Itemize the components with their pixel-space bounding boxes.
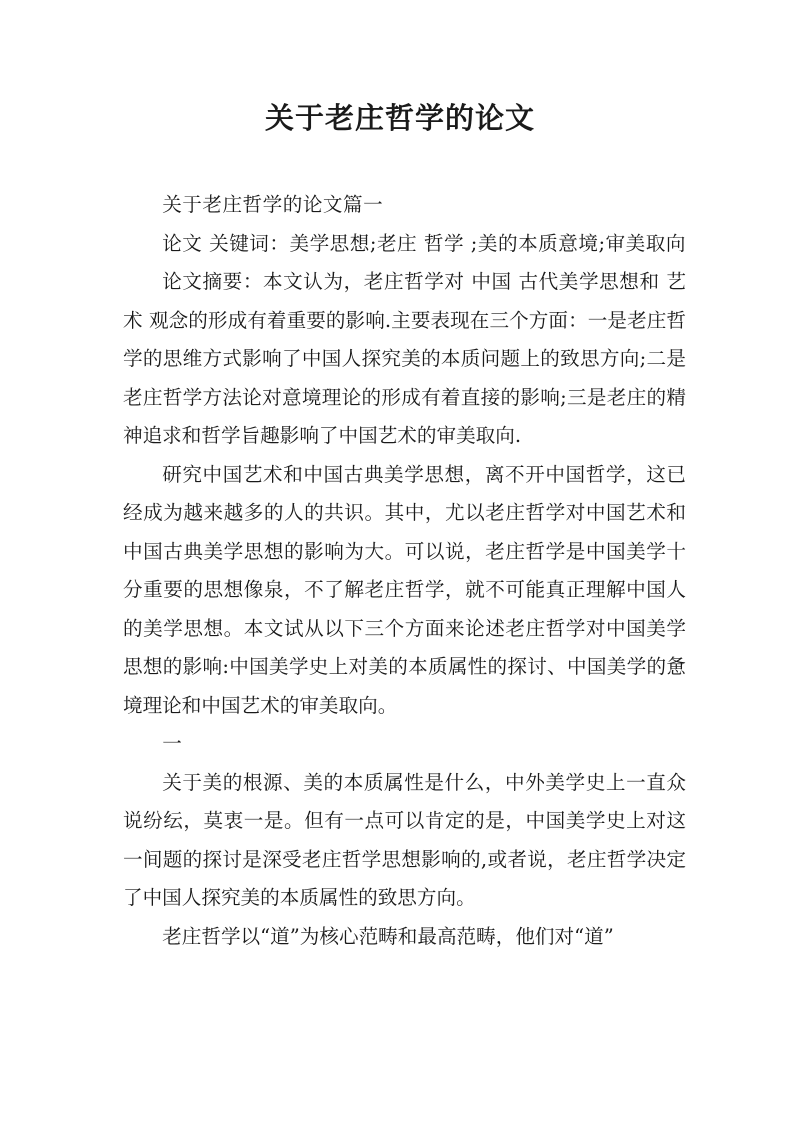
document-title: 关于老庄哲学的论文 [264, 101, 535, 135]
section-numeral: 一 [162, 732, 183, 755]
abstract-paragraph: 论文摘要：本文认为，老庄哲学对 中国 古代美学思想和 艺术 观念的形成有着重要的影响.主要表现在三个方面：一是老庄哲学的思维方式影响了中国人探究美的本质问题上的致思方向;二是老庄哲学方法论对意境理论的形成有着直接的影响;三是老庄的精神追求和哲学旨趣影响了中国艺术的审美取向. [123, 270, 686, 447]
body-paragraph: 关于美的根源、美的本质属性是什么，中外美学史上一直众说纷纭，莫衷一是。但有一点可以肯定的是，中国美学史上对这一间题的探讨是深受老庄哲学思想影响的,或者说，老庄哲学决定了中国人探究美的本质属性的致思方向。 [123, 770, 686, 909]
body-paragraph: 研究中国艺术和中国古典美学思想，离不开中国哲学，这已经成为越来越多的人的共识。其中，尤以老庄哲学对中国艺术和中国古典美学思想的影响为大。可以说，老庄哲学是中国美学十分重要的思想像泉，不了解老庄哲学，就不可能真正理解中国人的美学思想。本文试从以下三个方面来论述老庄哲学对中国美学思想的影响:中国美学史上对美的本质属性的探讨、中国美学的惫境理论和中国艺术的审美取向。 [123, 462, 686, 717]
section-heading: 关于老庄哲学的论文篇一 [162, 193, 384, 216]
document-body [123, 186, 686, 956]
body-paragraph: 老庄哲学以“道”为核心范畴和最高范畴，他们对“道” [162, 924, 614, 948]
keywords-paragraph: 论文 关键词：美学思想;老庄 哲学 ;美的本质意境;审美取向 [162, 231, 686, 255]
